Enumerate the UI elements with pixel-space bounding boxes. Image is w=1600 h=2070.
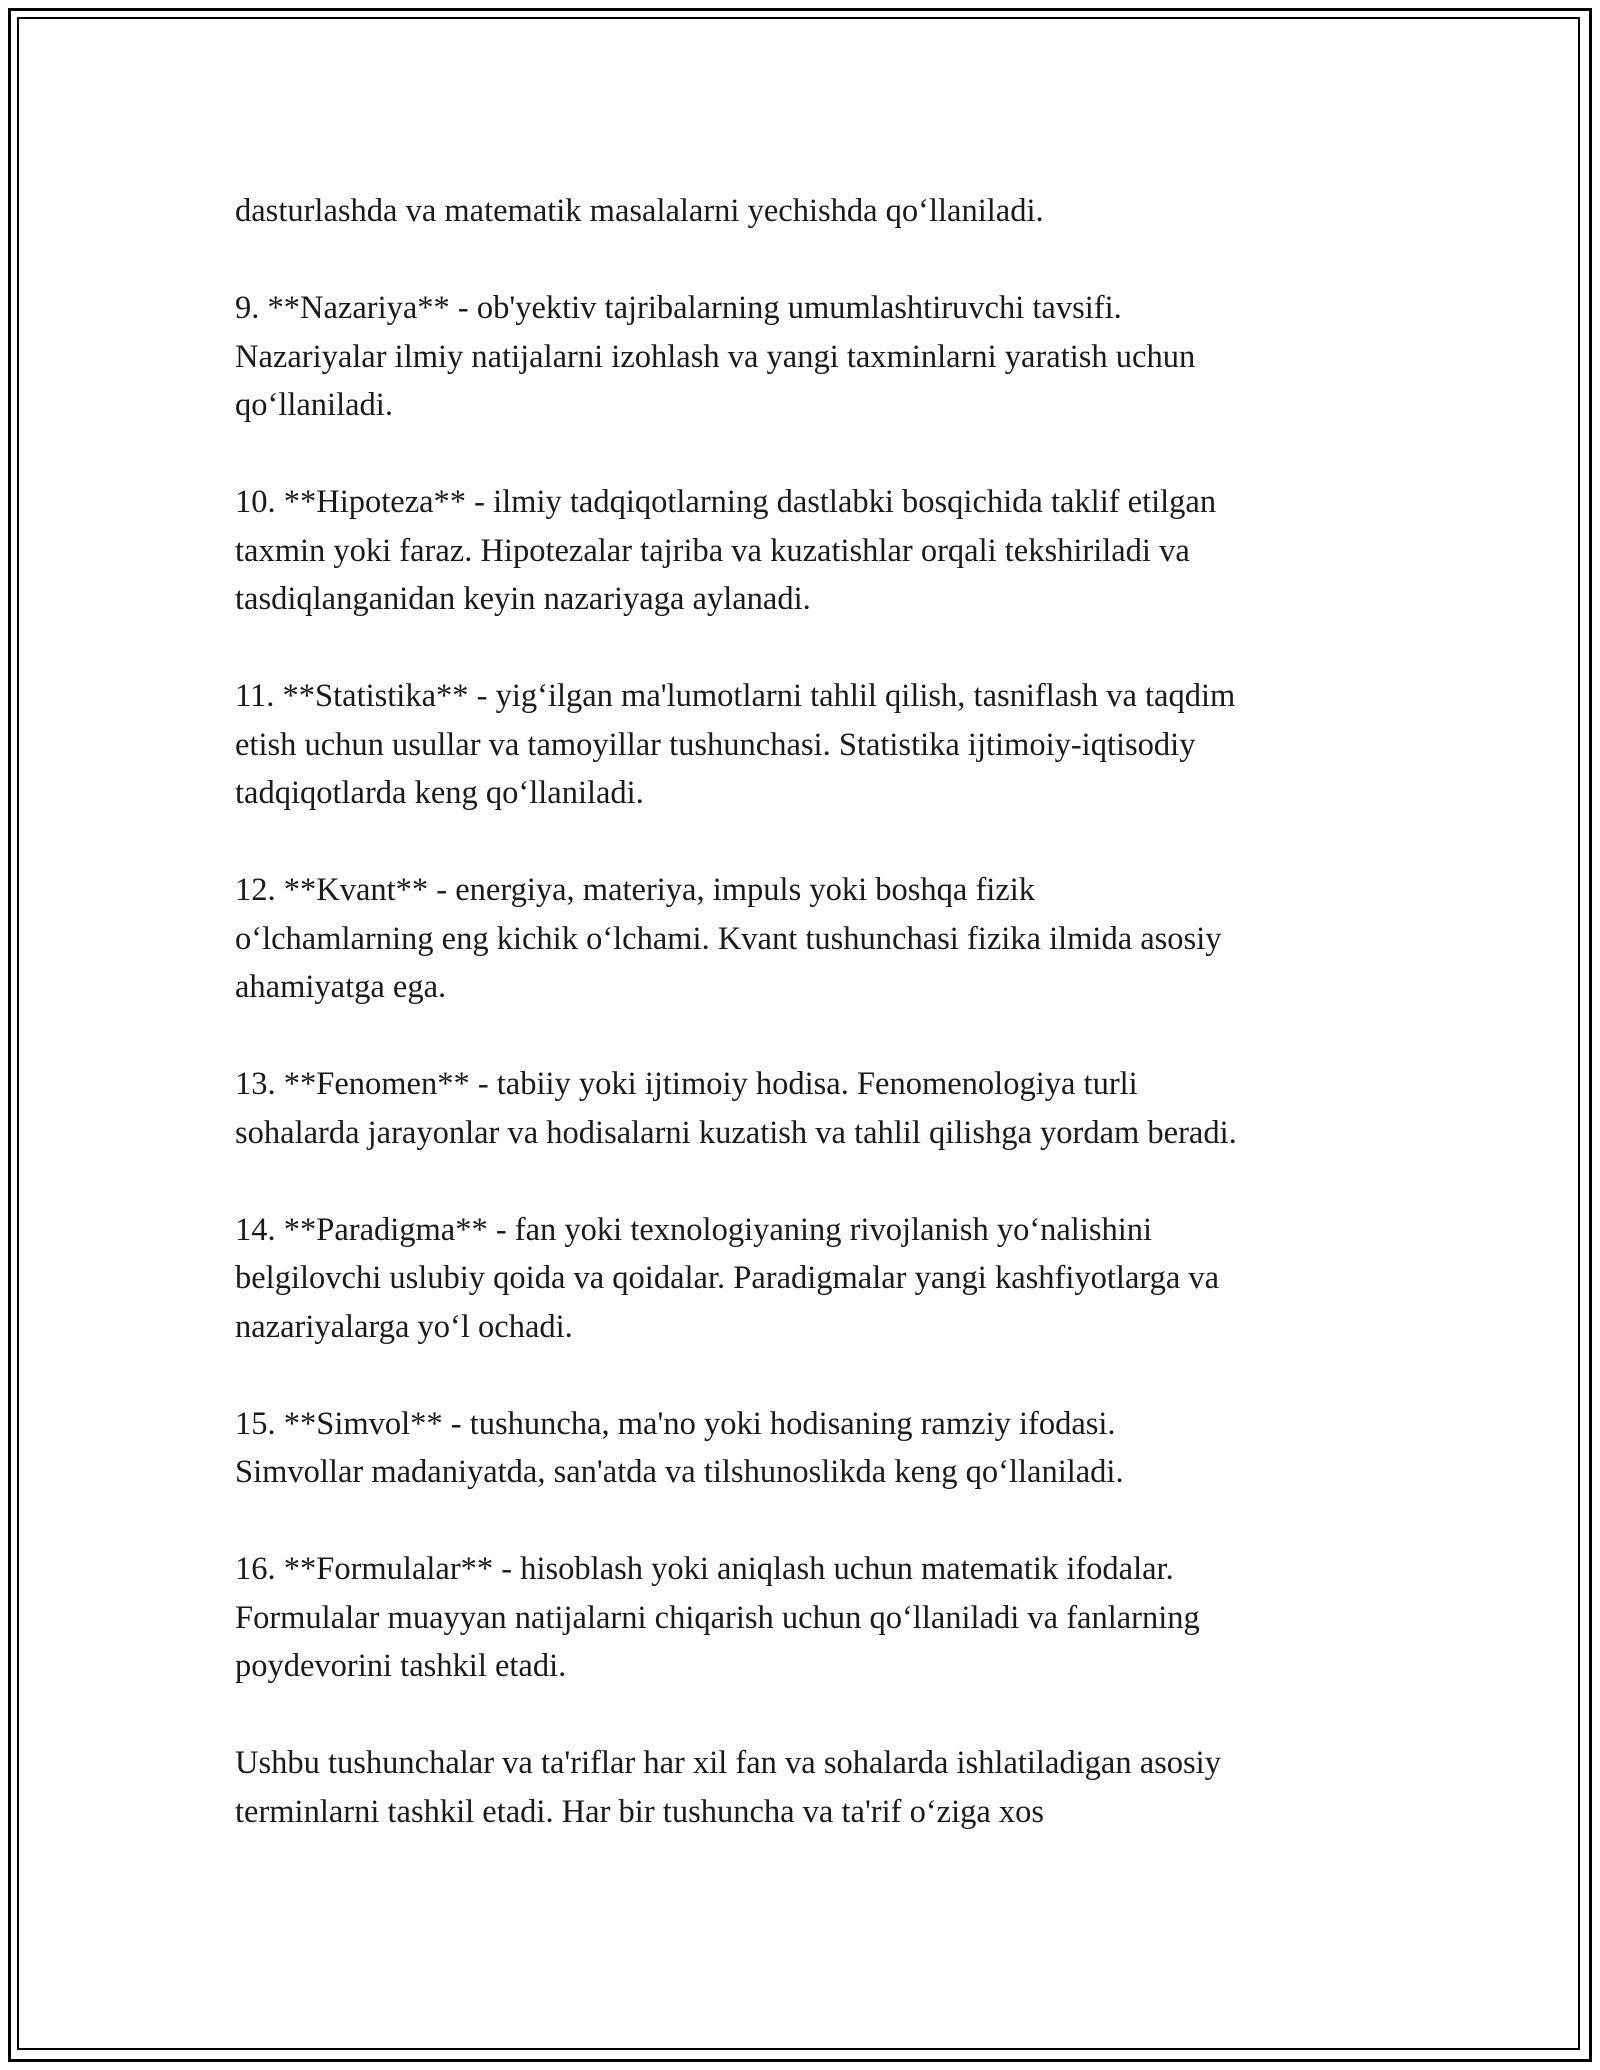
paragraph-kvant: 12. **Kvant** - energiya, materiya, impuls yoki boshqa fizik o‘lchamlarning eng kichik o‘lchami. Kvant tushunchasi fizika ilmida asosiy ahamiyatga ega. [235,872,1222,1005]
paragraph-hipoteza: 10. **Hipoteza** - ilmiy tadqiqotlarning dastlabki bosqichida taklif etilgan taxmin yoki faraz. Hipotezalar tajriba va kuzatishlar orqali tekshiriladi va tasdiqlanganidan keyin nazariyaga aylanadi. [235,484,1217,617]
paragraph-simvol: 15. **Simvol** - tushuncha, ma'no yoki hodisaning ramziy ifodasi. Simvollar madaniyatda, san'atda va tilshunoslikda keng qo‘llaniladi. [235,1405,1124,1490]
paragraph-statistika: 11. **Statistika** - yig‘ilgan ma'lumotlarni tahlil qilish, tasniflash va taqdim etish uchun usullar va tamoyillar tushunchasi. Statistika ijtimoiy-iqtisodiy tadqiqotlarda keng qo‘llaniladi. [235,678,1236,811]
paragraph-formulalar: 16. **Formulalar** - hisoblash yoki aniqlash uchun matematik ifodalar. Formulalar muayyan natijalarni chiqarish uchun qo‘llaniladi va fanlarning poydevorini tashkil etadi. [235,1551,1200,1684]
paragraph-paradigma: 14. **Paradigma** - fan yoki texnologiyaning rivojlanish yo‘nalishini belgilovchi uslubiy qoida va qoidalar. Paradigmalar yangi kashfiyotlarga va nazariyalarga yo‘l ochadi. [235,1211,1220,1345]
paragraph-nazariya: 9. **Nazariya** - ob'yektiv tajribalarning umumlashtiruvchi tavsifi. Nazariyalar ilmiy natijalarni izohlash va yangi taxminlarni yaratish uchun qo‘llaniladi. [235,290,1196,423]
document-body [235,187,1385,1836]
paragraph-conclusion: Ushbu tushunchalar va ta'riflar har xil fan va sohalarda ishlatiladigan asosiy terminlarni tashkil etadi. Har bir tushuncha va ta'rif o‘ziga xos [235,1745,1221,1830]
paragraph-continuation: dasturlashda va matematik masalalarni yechishda qo‘llaniladi. [235,193,1044,229]
paragraph-fenomen: 13. **Fenomen** - tabiiy yoki ijtimoiy hodisa. Fenomenologiya turli sohalarda jarayonlar va hodisalarni kuzatish va tahlil qilishga yordam beradi. [235,1066,1237,1151]
